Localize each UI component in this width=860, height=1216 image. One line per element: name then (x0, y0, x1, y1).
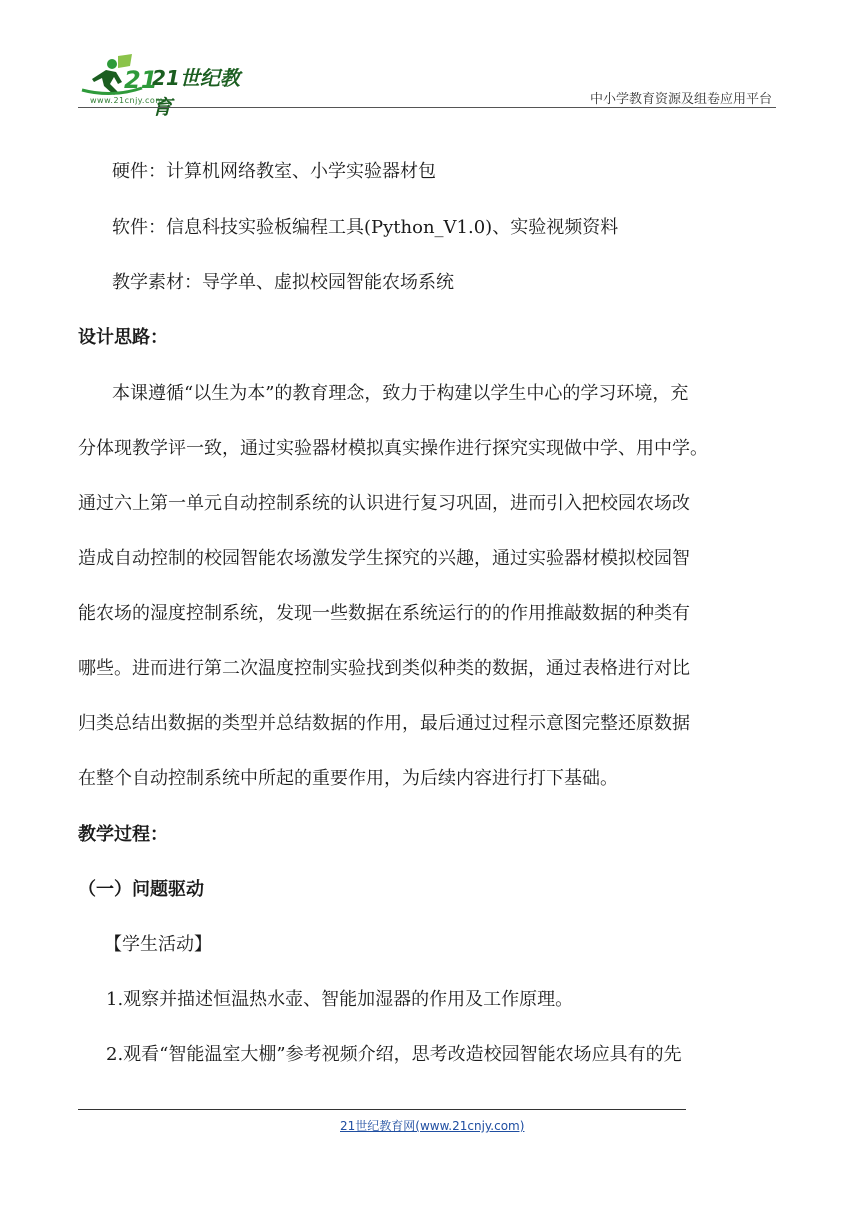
section-heading: （一）问题驱动 (78, 879, 204, 900)
svg-text:21: 21 (124, 66, 158, 94)
footer-link[interactable]: 21世纪教育网(www.21cnjy.com) (340, 1119, 525, 1133)
hardware-line: 硬件：计算机网络教室、小学实验器材包 (112, 161, 436, 182)
design-paragraph-line: 造成自动控制的校园智能农场激发学生探究的兴趣，通过实验器材模拟校园智 (78, 548, 690, 569)
design-paragraph-line: 分体现教学评一致，通过实验器材模拟真实操作进行探究实现做中学、用中学。 (78, 438, 708, 459)
design-paragraph-line: 本课遵循“以生为本”的教育理念，致力于构建以学生中心的学习环境，充 (112, 383, 689, 404)
header-divider (78, 107, 776, 108)
design-paragraph-line: 哪些。进而进行第二次温度控制实验找到类似种类的数据，通过表格进行对比 (78, 658, 690, 679)
activity-item-1: 1.观察并描述恒温热水壶、智能加湿器的作用及工作原理。 (106, 989, 574, 1010)
software-line: 软件：信息科技实验板编程工具(Python_V1.0)、实验视频资料 (112, 217, 619, 238)
design-paragraph-line: 归类总结出数据的类型并总结数据的作用，最后通过过程示意图完整还原数据 (78, 713, 690, 734)
logo-site-name: www.21cnjy.com (90, 96, 164, 105)
design-paragraph-line: 通过六上第一单元自动控制系统的认识进行复习巩固，进而引入把校园农场改 (78, 493, 690, 514)
activity-item-2: 2.观看“智能温室大棚”参考视频介绍，思考改造校园智能农场应具有的先 (106, 1044, 682, 1065)
design-heading: 设计思路： (78, 327, 168, 348)
footer-divider (78, 1109, 686, 1110)
design-paragraph-line: 在整个自动控制系统中所起的重要作用，为后续内容进行打下基础。 (78, 768, 618, 789)
document-body (78, 150, 776, 1067)
activity-label: 【学生活动】 (104, 934, 212, 955)
header-tagline: 中小学教育资源及组卷应用平台 (589, 92, 772, 107)
process-heading: 教学过程： (78, 824, 168, 845)
design-paragraph-line: 能农场的湿度控制系统，发现一些数据在系统运行的的作用推敲数据的种类有 (78, 603, 690, 624)
logo-text: 21世纪教育 (152, 66, 240, 119)
page-header (0, 0, 860, 119)
materials-line: 教学素材：导学单、虚拟校园智能农场系统 (112, 272, 454, 293)
